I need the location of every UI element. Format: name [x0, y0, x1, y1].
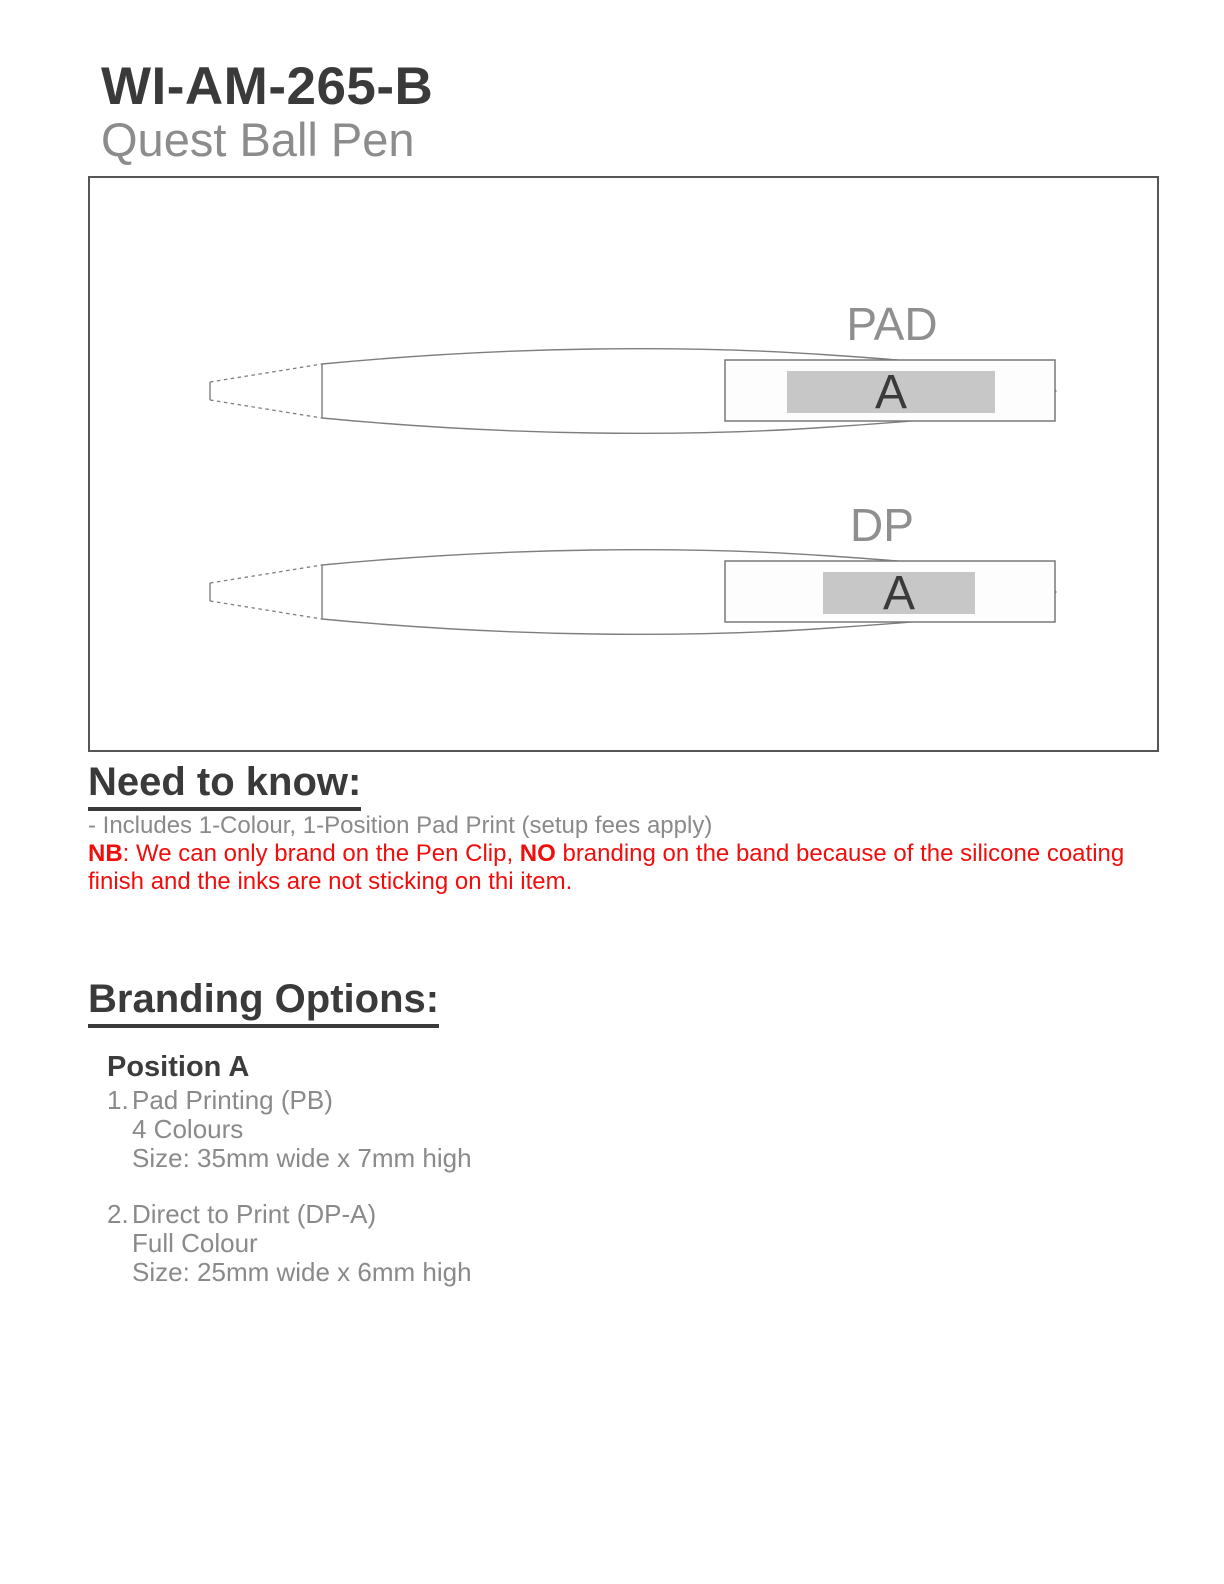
item-size: Size: 25mm wide x 6mm high: [132, 1257, 472, 1287]
pad-print-label: PAD: [846, 298, 938, 350]
pen-diagram-box: [88, 176, 1159, 752]
branding-option-item-pad: [107, 1086, 707, 1173]
branding-option-item-dp: [107, 1200, 707, 1287]
no-emphasis: NO: [519, 840, 556, 867]
item-title: Pad Printing (PB): [132, 1085, 333, 1115]
nb-emphasis: NB: [88, 840, 123, 867]
pen-diagram-svg: [90, 178, 1157, 750]
product-name-subtitle: Quest Ball Pen: [101, 113, 415, 166]
item-size: Size: 35mm wide x 7mm high: [132, 1143, 472, 1173]
item-colours: Full Colour: [132, 1228, 258, 1258]
includes-line: - Includes 1-Colour, 1-Position Pad Print (setup fees apply): [88, 812, 713, 839]
need-to-know-note: [88, 812, 1140, 896]
branding-options-list: [107, 1086, 707, 1314]
item-colours: 4 Colours: [132, 1114, 244, 1144]
pen-bottom-illustration: [210, 499, 1056, 634]
position-a-heading: Position A: [107, 1051, 250, 1083]
position-a-marker-pad: A: [874, 366, 908, 419]
branding-options-heading: Branding Options:: [88, 978, 439, 1028]
product-code-title: WI-AM-265-B: [101, 57, 434, 116]
pen-top-illustration: [210, 298, 1056, 433]
item-number: 1.: [107, 1085, 129, 1115]
no-text: branding on the band because of the silicone coating finish and the inks are not sticking on thi item.: [88, 840, 1125, 895]
position-a-marker-dp: A: [882, 567, 916, 620]
item-number: 2.: [107, 1199, 129, 1229]
nb-text: : We can only brand on the Pen Clip,: [122, 840, 520, 867]
need-to-know-heading: Need to know:: [88, 761, 361, 811]
item-title: Direct to Print (DP-A): [132, 1199, 377, 1229]
pen-tip-cone-dotted-lines: [210, 565, 322, 619]
pen-tip-cone-dotted-lines: [210, 364, 322, 418]
dp-print-label: DP: [850, 499, 914, 551]
